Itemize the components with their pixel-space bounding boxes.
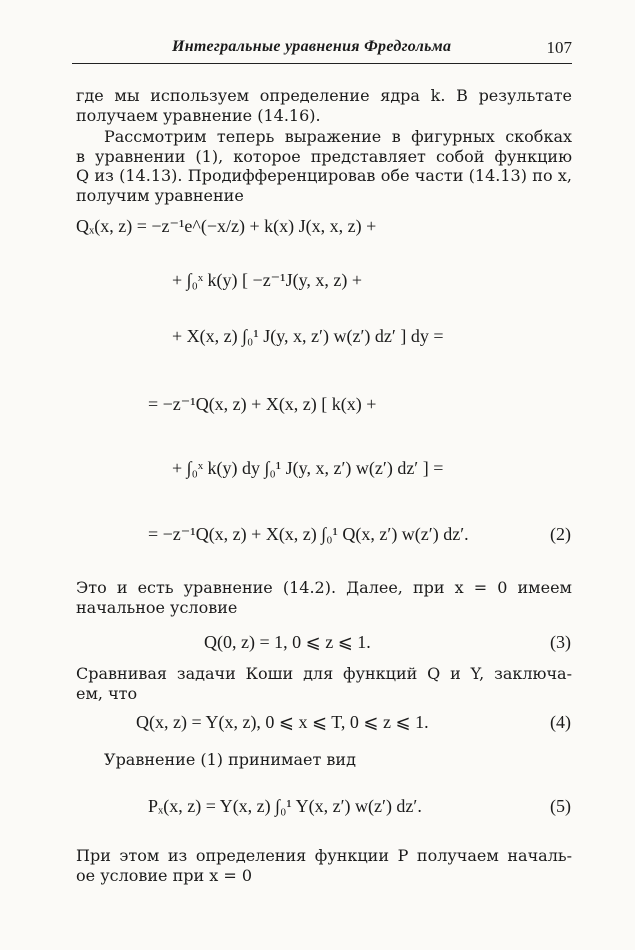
equation-2-line-4: = −z⁻¹Q(x, z) + X(x, z) [ k(x) + [148, 394, 377, 414]
equation-number-2: (2) [550, 524, 571, 544]
paragraph-4 [76, 664, 572, 703]
equation-2-line-1: Qₓ(x, z) = −z⁻¹e^(−x/z) + k(x) J(x, x, z) + [76, 216, 377, 236]
equation-4: Q(x, z) = Y(x, z), 0 ⩽ x ⩽ T, 0 ⩽ z ⩽ 1. [136, 712, 429, 732]
text-line: Рассмотрим теперь выражение в фигурных скобках [104, 127, 572, 146]
page-header [72, 36, 572, 60]
text-line: получим уравнение [76, 185, 244, 205]
paragraph-6 [76, 846, 572, 885]
equation-2-line-3: + X(x, z) ∫₀¹ J(y, x, z′) w(z′) dz′ ] dy = [172, 326, 444, 346]
running-title: Интегральные уравнения Фредгольма [172, 38, 452, 55]
paragraph-2 [76, 127, 572, 205]
equation-number-4: (4) [550, 712, 571, 732]
text-line: где мы используем определение ядра k. В результате [76, 86, 572, 105]
text-line: Q из (14.13). Продифференцировав обе части (14.13) по x, [76, 166, 572, 185]
text-line: начальное условие [76, 597, 238, 617]
text-line: Сравнивая задачи Коши для функций Q и Y, заключа- [76, 664, 572, 683]
equation-2-line-5: + ∫₀ˣ k(y) dy ∫₀¹ J(y, x, z′) w(z′) dz′ ] = [172, 458, 444, 478]
text-line: При этом из определения функции P получаем началь- [76, 846, 572, 865]
page-number: 107 [546, 38, 572, 57]
equation-number-5: (5) [550, 796, 571, 816]
text-line: ое условие при x = 0 [76, 865, 253, 885]
equation-3: Q(0, z) = 1, 0 ⩽ z ⩽ 1. [204, 632, 371, 652]
equation-number-3: (3) [550, 632, 571, 652]
text-line: Уравнение (1) принимает вид [104, 750, 356, 769]
equation-5: Pₓ(x, z) = Y(x, z) ∫₀¹ Y(x, z′) w(z′) dz′. [148, 796, 422, 816]
text-line: в уравнении (1), которое представляет собой функцию [76, 146, 572, 166]
equation-2-line-6: = −z⁻¹Q(x, z) + X(x, z) ∫₀¹ Q(x, z′) w(z′) dz′. [148, 524, 469, 544]
text-line: Это и есть уравнение (14.2). Далее, при x = 0 имеем [76, 578, 572, 597]
header-rule [72, 63, 572, 64]
equation-2-line-2: + ∫₀ˣ k(y) [ −z⁻¹J(y, x, z) + [172, 270, 363, 290]
paragraph-5 [76, 750, 572, 770]
text-line: получаем уравнение (14.16). [76, 105, 321, 125]
paragraph-1 [76, 86, 572, 125]
text-line: ем, что [76, 683, 138, 703]
paragraph-3 [76, 578, 572, 617]
